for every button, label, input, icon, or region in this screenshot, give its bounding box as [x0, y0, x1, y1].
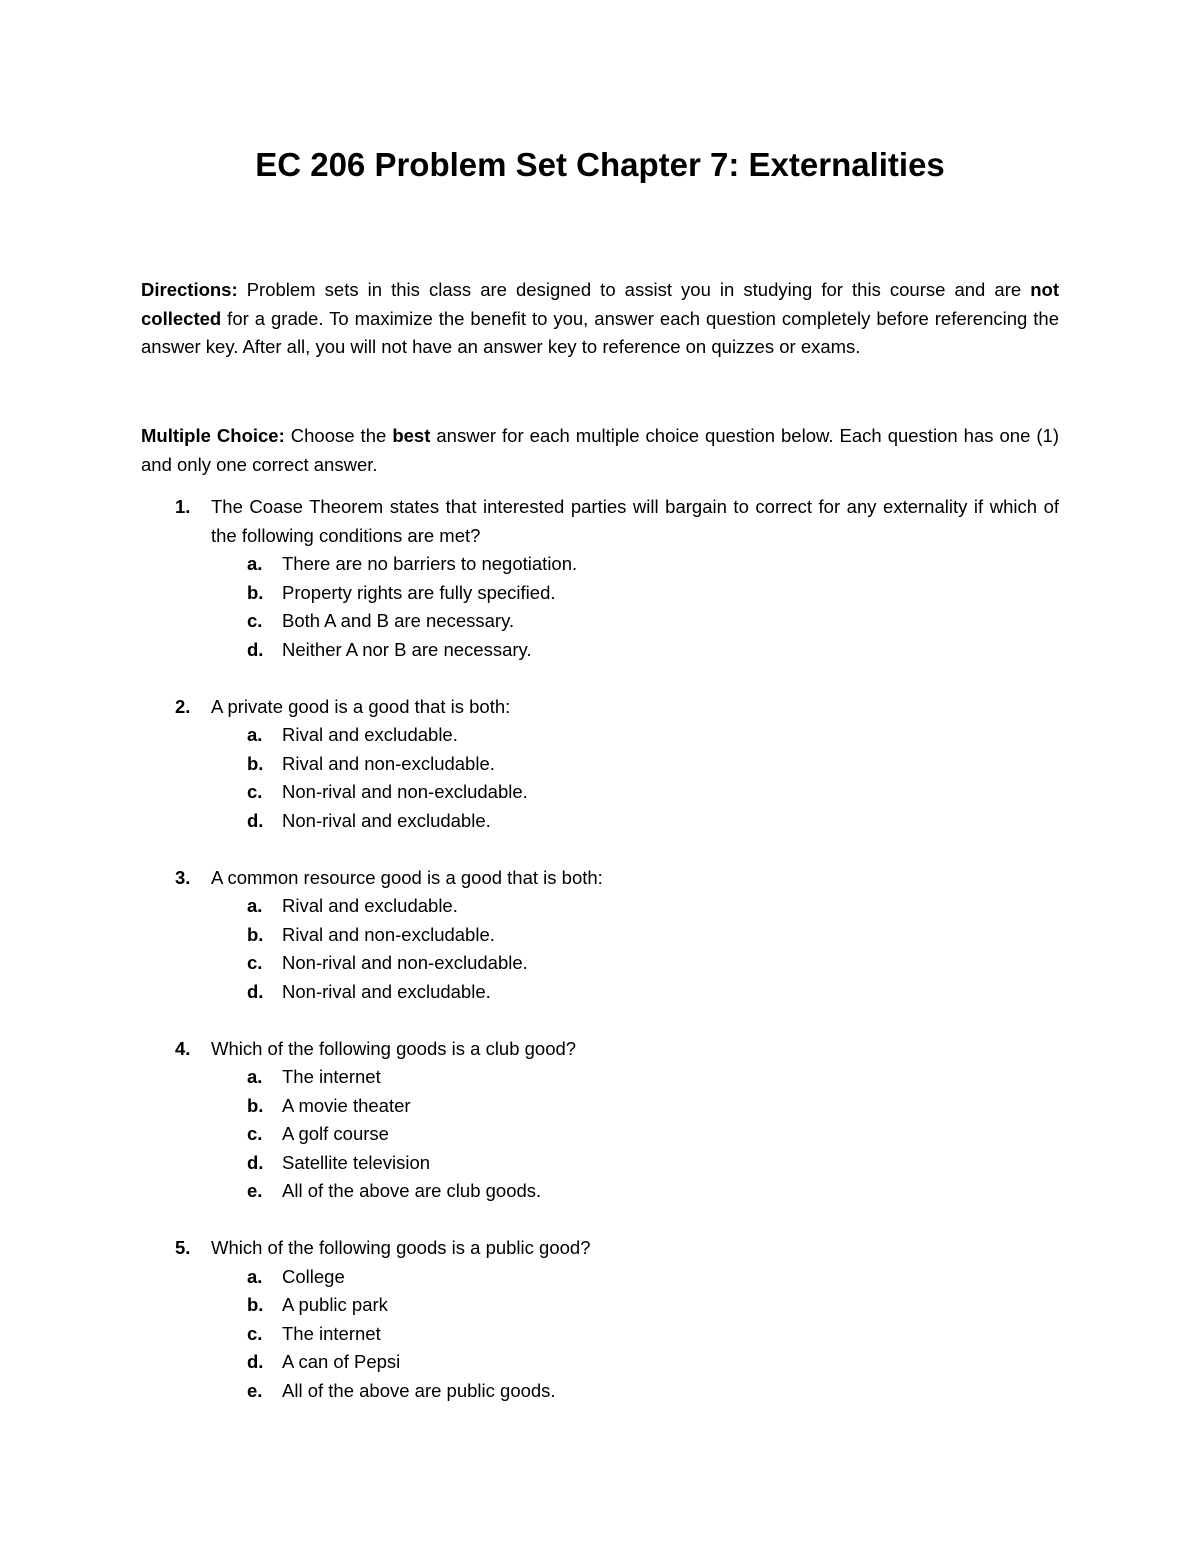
question-number: 2. [175, 695, 191, 717]
question-1 [141, 493, 1059, 664]
directions-label: Directions: [141, 279, 238, 300]
question-number: 3. [175, 866, 191, 888]
choice-item [211, 921, 1059, 950]
choice-letter: d. [247, 638, 264, 660]
choice-letter: d. [247, 1151, 264, 1173]
choice-item [211, 550, 1059, 579]
choice-letter: d. [247, 809, 264, 831]
page-title: EC 206 Problem Set Chapter 7: Externalities [255, 146, 945, 183]
directions-bold-text: not collected [141, 279, 1059, 329]
choice-item [211, 607, 1059, 636]
choice-letter: b. [247, 1294, 264, 1315]
choice-letter: c. [247, 952, 263, 973]
choice-text: A can of Pepsi [282, 1351, 401, 1372]
directions-text-1: Problem sets in this class are designed to assist you in studying for this course and are [237, 279, 1031, 300]
choice-letter: d. [247, 980, 264, 1002]
choice-item [211, 978, 1059, 1007]
choice-item [211, 636, 1059, 665]
choice-item [211, 1120, 1059, 1149]
choice-letter: a. [247, 724, 263, 745]
choice-list [211, 550, 1059, 664]
choice-letter: c. [247, 1322, 263, 1344]
choice-item [211, 807, 1059, 836]
choice-text: Neither A nor B are necessary. [282, 638, 532, 660]
choice-list [211, 1063, 1059, 1206]
choice-text: Non-rival and excludable. [282, 980, 491, 1002]
multiple-choice-bold-text: best [392, 425, 431, 446]
multiple-choice-paragraph [141, 422, 1059, 479]
choice-text: All of the above are public goods. [282, 1379, 556, 1401]
directions-text-2: for a grade. To maximize the benefit to you, answer each question completely before referencing the answer key. After all, you will not have an answer key to reference on quizzes or exams. [141, 307, 1059, 358]
choice-item [211, 1063, 1059, 1092]
choice-item [211, 1291, 1059, 1320]
question-5 [141, 1234, 1059, 1405]
choice-text: The internet [282, 1066, 381, 1087]
choice-list [211, 892, 1059, 1006]
choice-text: Rival and non-excludable. [282, 923, 495, 945]
choice-text: Both A and B are necessary. [282, 610, 515, 631]
choice-letter: d. [247, 1351, 264, 1372]
multiple-choice-text-2: answer for each multiple choice question below. Each question has one (1) and only one correct answer. [141, 425, 1060, 475]
choice-item [211, 949, 1059, 978]
choice-text: Rival and excludable. [282, 724, 458, 745]
directions-paragraph [141, 276, 1059, 362]
choice-item [211, 1177, 1059, 1206]
choice-item [211, 1377, 1059, 1406]
choice-letter: c. [247, 781, 263, 802]
question-list [141, 493, 1059, 1434]
choice-item [211, 892, 1059, 921]
question-4 [141, 1035, 1059, 1206]
choice-item [211, 721, 1059, 750]
choice-letter: e. [247, 1379, 263, 1401]
multiple-choice-label: Multiple Choice: [141, 425, 285, 446]
question-text: Which of the following goods is a club good? [211, 1037, 577, 1059]
choice-text: Non-rival and excludable. [282, 809, 491, 831]
choice-text: The internet [282, 1322, 381, 1344]
question-number: 5. [175, 1237, 191, 1258]
choice-item [211, 1263, 1059, 1292]
question-3 [141, 864, 1059, 1007]
choice-text: A public park [282, 1294, 388, 1315]
choice-letter: b. [247, 581, 264, 603]
question-text: A common resource good is a good that is both: [211, 866, 603, 888]
choice-text: A movie theater [282, 1094, 411, 1116]
choice-item [211, 1092, 1059, 1121]
choice-text: Satellite television [282, 1151, 431, 1173]
multiple-choice-text-1: Choose the [284, 425, 393, 446]
choice-letter: b. [247, 923, 264, 945]
choice-letter: a. [247, 1265, 263, 1287]
choice-item [211, 750, 1059, 779]
choice-text: College [282, 1265, 345, 1287]
question-number: 4. [175, 1037, 191, 1059]
question-2 [141, 693, 1059, 836]
choice-list [211, 1263, 1059, 1406]
choice-text: Non-rival and non-excludable. [282, 952, 528, 973]
choice-text: There are no barriers to negotiation. [282, 553, 578, 574]
choice-letter: a. [247, 895, 263, 916]
choice-text: Rival and excludable. [282, 895, 458, 916]
question-text: A private good is a good that is both: [211, 695, 511, 717]
choice-letter: b. [247, 752, 264, 774]
choice-letter: b. [247, 1094, 264, 1116]
choice-letter: c. [247, 1123, 263, 1144]
choice-item [211, 778, 1059, 807]
choice-item [211, 1348, 1059, 1377]
question-text: The Coase Theorem states that interested parties will bargain to correct for any externality if which of the following conditions are met? [211, 496, 1059, 546]
choice-list [211, 721, 1059, 835]
choice-text: Property rights are fully specified. [282, 581, 556, 603]
choice-item [211, 579, 1059, 608]
choice-item [211, 1149, 1059, 1178]
choice-letter: e. [247, 1180, 263, 1201]
choice-letter: a. [247, 1066, 263, 1087]
choice-item [211, 1320, 1059, 1349]
choice-text: All of the above are club goods. [282, 1180, 542, 1201]
choice-text: A golf course [282, 1123, 389, 1144]
choice-letter: a. [247, 553, 263, 574]
choice-letter: c. [247, 610, 263, 631]
choice-text: Non-rival and non-excludable. [282, 781, 528, 802]
question-number: 1. [175, 496, 191, 517]
choice-text: Rival and non-excludable. [282, 752, 495, 774]
question-text: Which of the following goods is a public good? [211, 1237, 591, 1258]
